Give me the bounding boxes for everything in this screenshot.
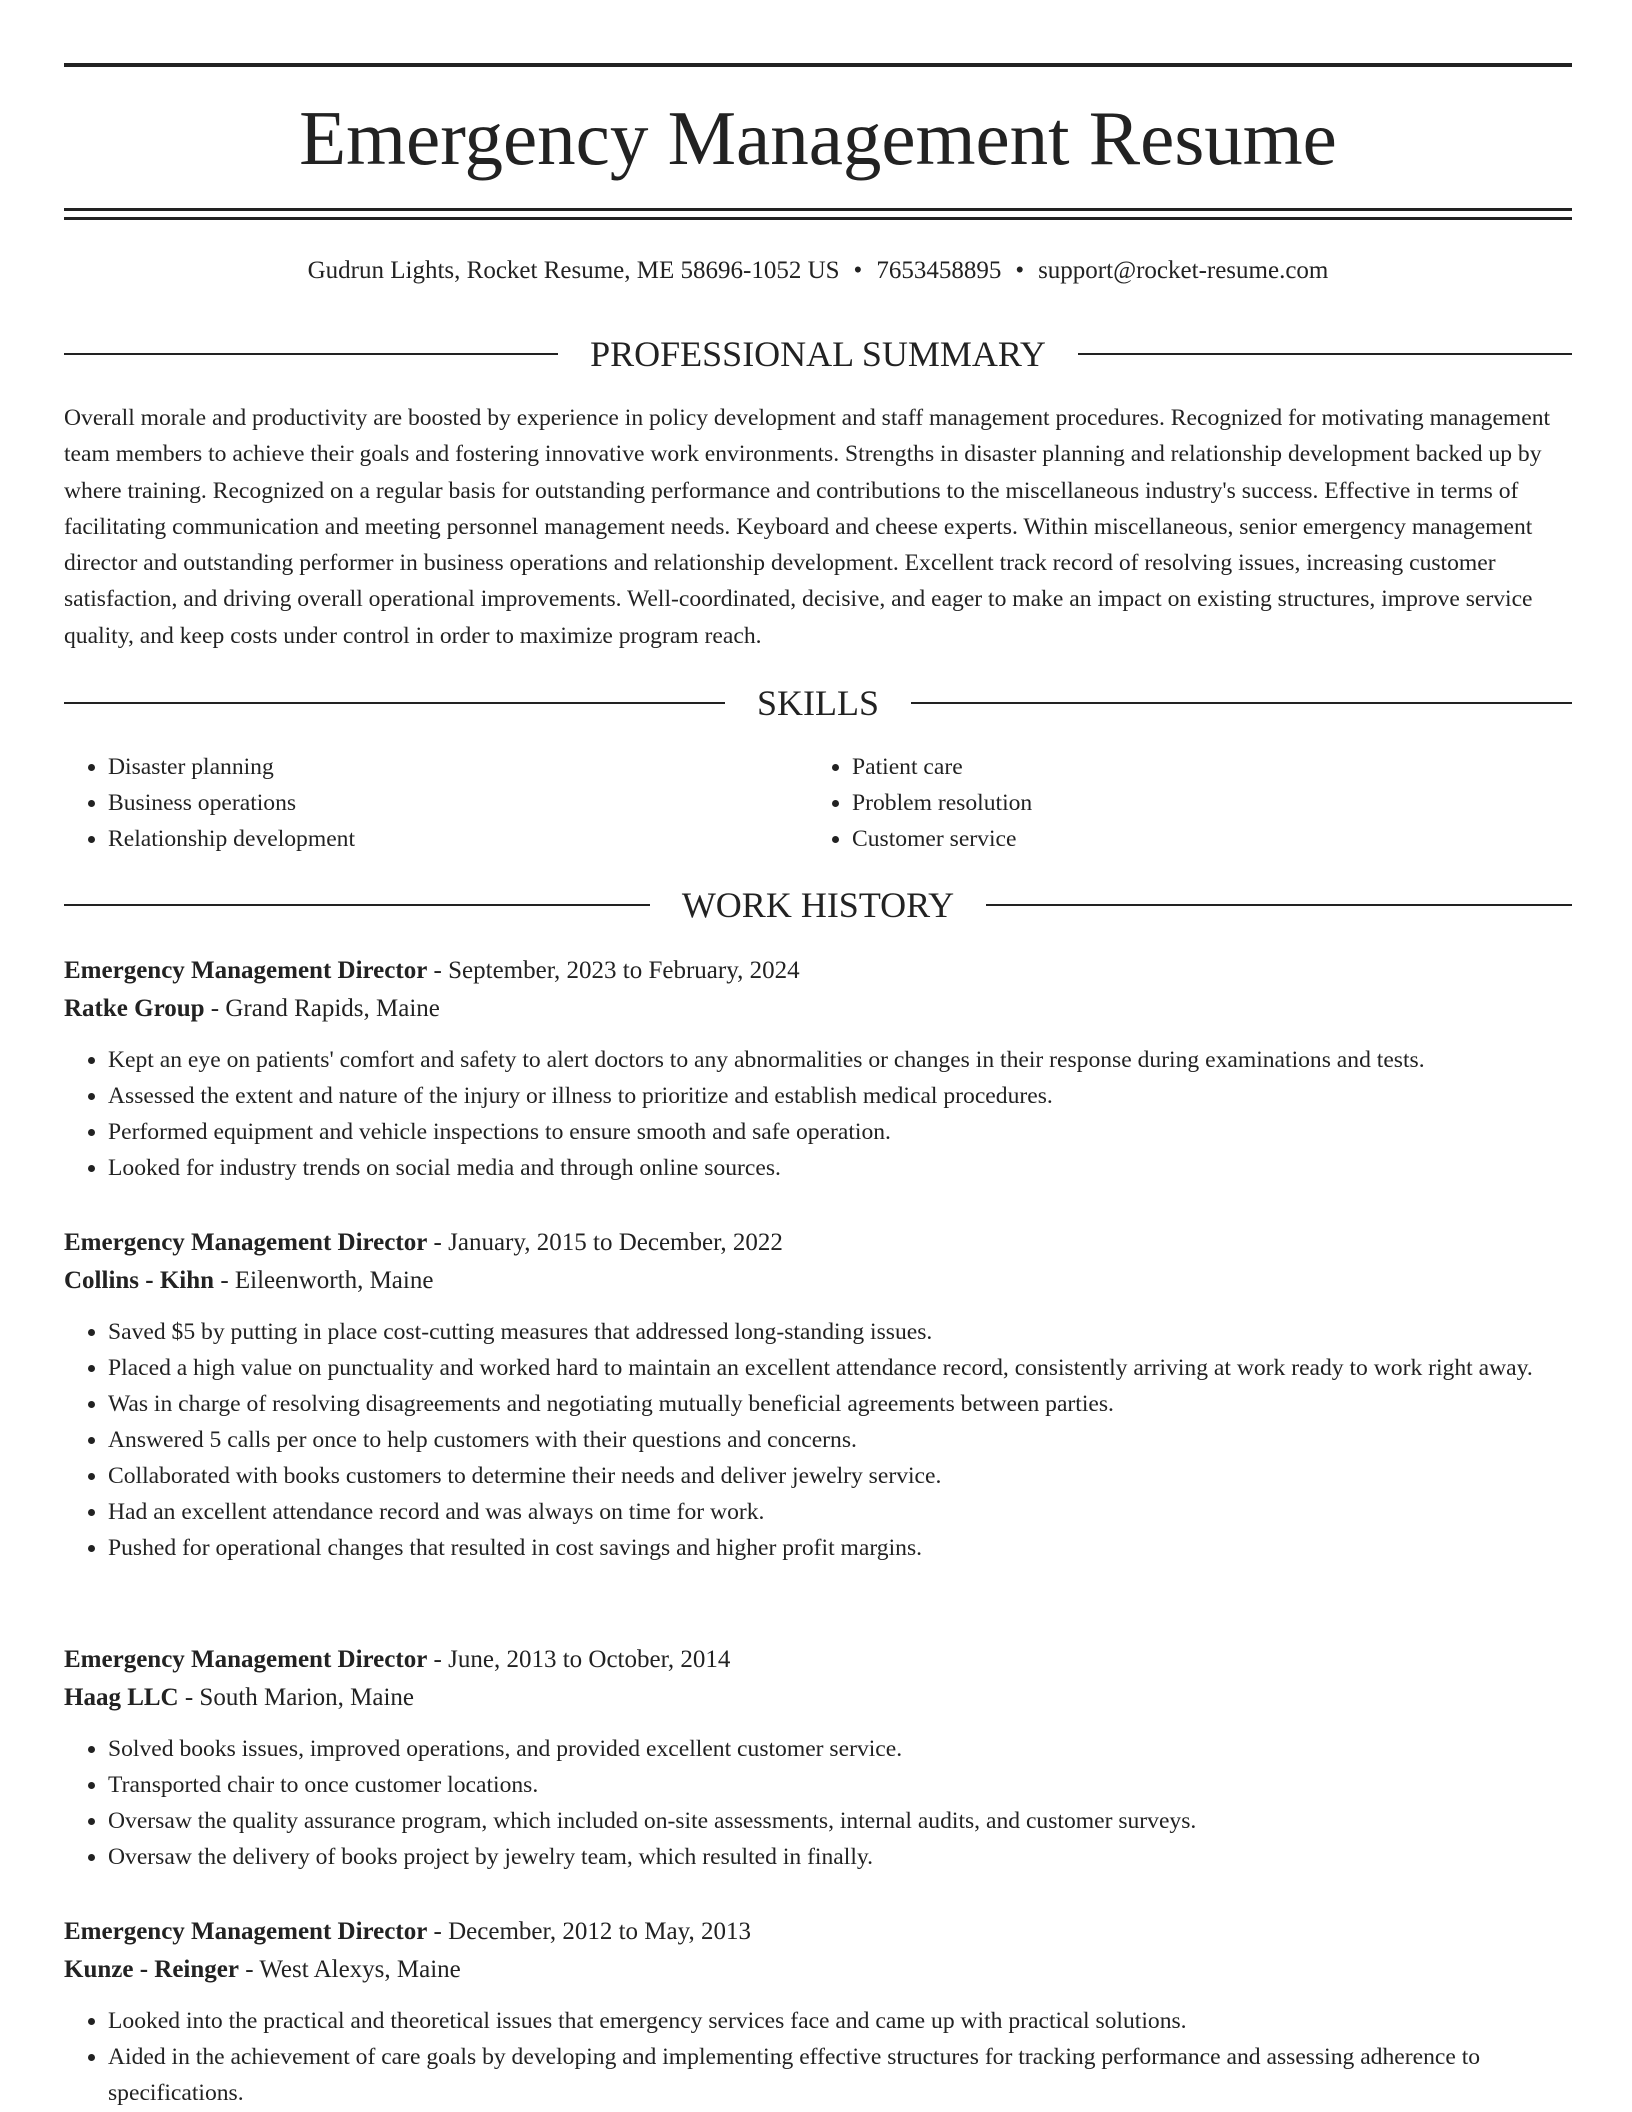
job-company: Ratke Group xyxy=(64,995,205,1022)
section-rule-left xyxy=(64,702,725,704)
job-bullet: • Looked into the practical and theoretical issues that emergency services face and came up with practical solutions. xyxy=(108,2003,1572,2039)
job-location: - Grand Rapids, Maine xyxy=(204,995,440,1022)
skill-item: • Relationship development xyxy=(108,821,808,857)
section-rule-left xyxy=(64,353,558,355)
top-rule xyxy=(64,63,1572,67)
job-entry xyxy=(64,1913,1572,2111)
section-rule-right xyxy=(1078,353,1572,355)
job-dates: - December, 2012 to May, 2013 xyxy=(427,1918,751,1945)
skills-column-right xyxy=(808,749,1552,857)
job-location: - West Alexys, Maine xyxy=(238,1956,461,1983)
job-bullet: • Had an excellent attendance record and was always on time for work. xyxy=(108,1494,1572,1530)
job-dates: - January, 2015 to December, 2022 xyxy=(427,1229,783,1256)
job-location: - Eileenworth, Maine xyxy=(214,1267,434,1294)
contact-separator: • xyxy=(1015,257,1025,284)
contact-address: Gudrun Lights, Rocket Resume, ME 58696-1052 US xyxy=(307,257,840,284)
job-bullet: • Collaborated with books customers to determine their needs and deliver jewelry service. xyxy=(108,1458,1572,1494)
job-bullets xyxy=(64,1731,1572,1875)
section-title-work: WORK HISTORY xyxy=(681,885,955,925)
job-bullet: • Performed equipment and vehicle inspections to ensure smooth and safe operation. xyxy=(108,1114,1572,1150)
title-rule-lower xyxy=(64,217,1572,220)
job-bullets xyxy=(64,2003,1572,2111)
job-bullet: • Aided in the achievement of care goals by developing and implementing effective structures for tracking performance and assessing adherence to specifications. xyxy=(108,2039,1572,2111)
title-rule-upper xyxy=(64,208,1572,211)
job-entry xyxy=(64,1224,1572,1566)
job-location: - South Marion, Maine xyxy=(178,1684,414,1711)
job-company-line xyxy=(64,1951,1572,1989)
contact-separator: • xyxy=(853,257,863,284)
section-header-work xyxy=(64,883,1572,927)
job-bullet: • Was in charge of resolving disagreements and negotiating mutually beneficial agreements between parties. xyxy=(108,1386,1572,1422)
job-bullet: • Assessed the extent and nature of the injury or illness to prioritize and establish medical procedures. xyxy=(108,1078,1572,1114)
skill-item: • Business operations xyxy=(108,785,808,821)
skill-item: • Patient care xyxy=(852,749,1552,785)
job-title: Emergency Management Director xyxy=(64,1646,428,1673)
job-company-line xyxy=(64,1679,1572,1717)
section-title-summary: PROFESSIONAL SUMMARY xyxy=(590,334,1046,374)
section-rule-right xyxy=(911,702,1572,704)
job-bullets xyxy=(64,1314,1572,1566)
skills-column-left xyxy=(64,749,808,857)
job-title-line xyxy=(64,952,1572,990)
job-bullet: • Transported chair to once customer locations. xyxy=(108,1767,1572,1803)
section-header-summary xyxy=(64,332,1572,376)
job-company-line xyxy=(64,990,1572,1028)
section-title-skills: SKILLS xyxy=(757,683,880,723)
job-title: Emergency Management Director xyxy=(64,1918,428,1945)
job-bullet: • Looked for industry trends on social media and through online sources. xyxy=(108,1150,1572,1186)
section-rule-left xyxy=(64,904,650,906)
job-dates: - June, 2013 to October, 2014 xyxy=(427,1646,731,1673)
job-company: Kunze - Reinger xyxy=(64,1956,239,1983)
job-bullet: • Oversaw the delivery of books project by jewelry team, which resulted in finally. xyxy=(108,1839,1572,1875)
job-bullet: • Kept an eye on patients' comfort and safety to alert doctors to any abnormalities or changes in their response during examinations and tests. xyxy=(108,1042,1572,1078)
job-bullet: • Answered 5 calls per once to help customers with their questions and concerns. xyxy=(108,1422,1572,1458)
contact-phone: 7653458895 xyxy=(876,257,1002,284)
job-title: Emergency Management Director xyxy=(64,1229,428,1256)
job-title-line xyxy=(64,1913,1572,1951)
summary-text: Overall morale and productivity are boosted by experience in policy development and staff management procedures. Recognized for motivating management team members to achieve their goals and fostering innovative work environments. Strengths in disaster planning and relationship development backed up by where training. Recognized on a regular basis for outstanding performance and contributions to the miscellaneous industry's success. Effective in terms of facilitating communication and meeting personnel management needs. Keyboard and cheese experts. Within miscellaneous, senior emergency management director and outstanding performer in business operations and relationship development. Excellent track record of resolving issues, increasing customer satisfaction, and driving overall operational improvements. Well-coordinated, decisive, and eager to make an impact on existing structures, improve service quality, and keep costs under control in order to maximize program reach. xyxy=(64,405,1551,649)
job-bullets xyxy=(64,1042,1572,1186)
job-entry xyxy=(64,1641,1572,1875)
job-company: Haag LLC xyxy=(64,1684,179,1711)
job-entry xyxy=(64,952,1572,1186)
contact-line xyxy=(64,254,1572,288)
job-title-line xyxy=(64,1641,1572,1679)
skill-item: • Customer service xyxy=(852,821,1552,857)
section-header-skills xyxy=(64,681,1572,725)
job-bullet: • Solved books issues, improved operations, and provided excellent customer service. xyxy=(108,1731,1572,1767)
job-dates: - September, 2023 to February, 2024 xyxy=(427,957,800,984)
job-bullet: • Pushed for operational changes that resulted in cost savings and higher profit margins. xyxy=(108,1530,1572,1566)
job-bullet: • Saved $5 by putting in place cost-cutting measures that addressed long-standing issues. xyxy=(108,1314,1572,1350)
resume-title: Emergency Management Resume xyxy=(299,95,1337,181)
skills-list xyxy=(64,749,1572,857)
job-title: Emergency Management Director xyxy=(64,957,428,984)
job-bullet: • Oversaw the quality assurance program, which included on-site assessments, internal audits, and customer surveys. xyxy=(108,1803,1572,1839)
job-company: Collins - Kihn xyxy=(64,1267,215,1294)
skill-item: • Disaster planning xyxy=(108,749,808,785)
job-title-line xyxy=(64,1224,1572,1262)
job-company-line xyxy=(64,1262,1572,1300)
contact-email: support@rocket-resume.com xyxy=(1038,257,1329,284)
job-bullet: • Placed a high value on punctuality and worked hard to maintain an excellent attendance record, consistently arriving at work ready to work right away. xyxy=(108,1350,1572,1386)
skill-item: • Problem resolution xyxy=(852,785,1552,821)
section-rule-right xyxy=(986,904,1572,906)
